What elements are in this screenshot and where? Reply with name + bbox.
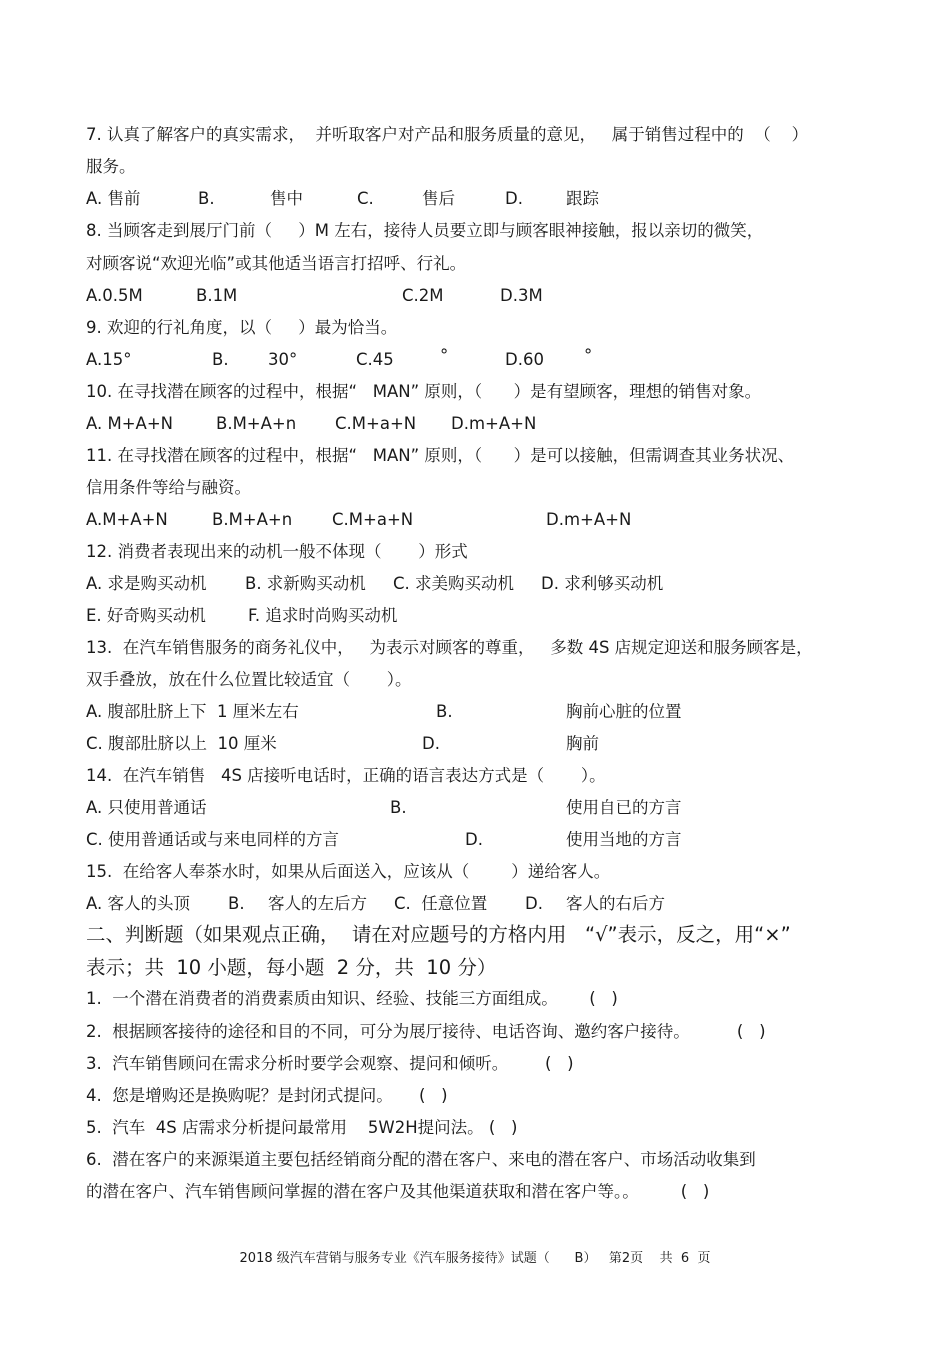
q12-option-b: B. 求新购买动机	[245, 574, 366, 593]
q9-option-b-label: B.	[212, 350, 229, 369]
question-7-line-2: 服务。	[86, 157, 136, 176]
q12-option-e: E. 好奇购买动机	[86, 606, 206, 625]
q15-option-b-label: B.	[228, 894, 245, 913]
q9-option-b-text: 30°	[268, 350, 298, 369]
question-10: 10. 在寻找潜在顾客的过程中，根据“ MAN” 原则，（ ）是有望顾客，理想的销售对象。	[86, 382, 762, 401]
q12-option-f: F. 追求时尚购买动机	[248, 606, 398, 625]
tf-question-6-line-1: 6. 潜在客户的来源渠道主要包括经销商分配的潜在客户、来电的潜在客户、市场活动收集到	[86, 1150, 756, 1169]
q13-option-c: C. 腹部肚脐以上 10 厘米	[86, 734, 277, 753]
q14-option-a: A. 只使用普通话	[86, 798, 207, 817]
q9-option-a: A.15°	[86, 350, 132, 369]
question-13-line-1: 13. 在汽车销售服务的商务礼仪中， 为表示对顾客的尊重， 多数 4S 店规定迎送和服务顾客是，	[86, 638, 813, 657]
section-2-title-line-1: 二、判断题（如果观点正确， 请在对应题号的方格内用 “√”表示，反之，用“×”	[86, 923, 791, 946]
q15-option-a: A. 客人的头顶	[86, 894, 190, 913]
question-13-line-2: 双手叠放，放在什么位置比较适宜（ ）。	[86, 670, 412, 689]
q11-option-b: B.M+A+n	[212, 510, 293, 529]
question-15: 15. 在给客人奉茶水时，如果从后面送入，应该从（ ）递给客人。	[86, 862, 611, 881]
q10-option-d: D.m+A+N	[451, 414, 537, 433]
q13-option-b-label: B.	[436, 702, 453, 721]
q15-option-c: C. 任意位置	[394, 894, 488, 913]
question-7-line-1: 7. 认真了解客户的真实需求， 并听取客户对产品和服务质量的意见， 属于销售过程中的 （ ）	[86, 125, 809, 144]
q11-option-d: D.m+A+N	[546, 510, 632, 529]
tf-question-3: 3. 汽车销售顾问在需求分析时要学会观察、提问和倾听。 ( )	[86, 1054, 574, 1073]
question-12: 12. 消费者表现出来的动机一般不体现（ ）形式	[86, 542, 468, 561]
q13-option-a: A. 腹部肚脐上下 1 厘米左右	[86, 702, 299, 721]
q11-option-c: C.M+a+N	[332, 510, 414, 529]
q14-option-b-text: 使用自已的方言	[566, 798, 682, 817]
q7-option-d-text: 跟踪	[566, 189, 599, 208]
q7-option-a: A. 售前	[86, 189, 141, 208]
q13-option-d-text: 胸前	[566, 734, 599, 753]
q9-option-c-degree: °	[440, 346, 449, 365]
q15-option-b-text: 客人的左后方	[268, 894, 367, 913]
q13-option-b-text: 胸前心脏的位置	[566, 702, 682, 721]
q9-option-c-text: C.45	[356, 350, 394, 369]
q7-option-c-text: 售后	[422, 189, 455, 208]
q12-option-d: D. 求利够买动机	[541, 574, 664, 593]
q9-option-d-text: D.60	[505, 350, 544, 369]
q7-option-d-label: D.	[505, 189, 523, 208]
question-8-line-2: 对顾客说“欢迎光临”或其他适当语言打招呼、行礼。	[86, 254, 467, 273]
q9-option-d-degree: °	[584, 346, 593, 365]
q10-option-a: A. M+A+N	[86, 414, 174, 433]
q10-option-c: C.M+a+N	[335, 414, 417, 433]
q7-option-c-label: C.	[357, 189, 374, 208]
question-9: 9. 欢迎的行礼角度，以（ ）最为恰当。	[86, 318, 398, 337]
tf-question-5: 5. 汽车 4S 店需求分析提问最常用 5W2H提问法。 ( )	[86, 1118, 518, 1137]
q8-option-c: C.2M	[402, 286, 444, 305]
question-11-line-1: 11. 在寻找潜在顾客的过程中，根据“ MAN” 原则，（ ）是可以接触，但需调查其业务状况、	[86, 446, 795, 465]
tf-question-2: 2. 根据顾客接待的途径和目的不同，可分为展厅接待、电话咨询、邀约客户接待。 ( )	[86, 1022, 766, 1041]
tf-question-4: 4. 您是增购还是换购呢？是封闭式提问。 ( )	[86, 1086, 448, 1105]
q14-option-d-label: D.	[465, 830, 483, 849]
q10-option-b: B.M+A+n	[216, 414, 297, 433]
question-8-line-1: 8. 当顾客走到展厅门前（ ）M 左右，接待人员要立即与顾客眼神接触，报以亲切的微笑，	[86, 221, 764, 240]
q8-option-d: D.3M	[500, 286, 543, 305]
q15-option-d-label: D.	[525, 894, 543, 913]
section-2-title-line-2: 表示；共 10 小题，每小题 2 分，共 10 分）	[86, 956, 497, 979]
q7-option-b-label: B.	[198, 189, 215, 208]
q8-option-b: B.1M	[196, 286, 238, 305]
tf-question-1: 1. 一个潜在消费者的消费素质由知识、经验、技能三方面组成。 ( )	[86, 989, 618, 1008]
page-footer: 2018 级汽车营销与服务专业《汽车服务接待》试题（ B） 第2页 共 6 页	[239, 1251, 711, 1266]
q14-option-c: C. 使用普通话或与来电同样的方言	[86, 830, 340, 849]
q7-option-b-text: 售中	[270, 189, 303, 208]
tf-question-6-line-2: 的潜在客户、汽车销售顾问掌握的潜在客户及其他渠道获取和潜在客户等。。 ( )	[86, 1182, 710, 1201]
question-14: 14. 在汽车销售 4S 店接听电话时，正确的语言表达方式是（ ）。	[86, 766, 606, 785]
q12-option-c: C. 求美购买动机	[393, 574, 515, 593]
q14-option-b-label: B.	[390, 798, 407, 817]
q14-option-d-text: 使用当地的方言	[566, 830, 682, 849]
q11-option-a: A.M+A+N	[86, 510, 168, 529]
question-11-line-2: 信用条件等给与融资。	[86, 478, 251, 497]
q15-option-d-text: 客人的右后方	[566, 894, 665, 913]
q13-option-d-label: D.	[422, 734, 440, 753]
q12-option-a: A. 求是购买动机	[86, 574, 207, 593]
q8-option-a: A.0.5M	[86, 286, 143, 305]
